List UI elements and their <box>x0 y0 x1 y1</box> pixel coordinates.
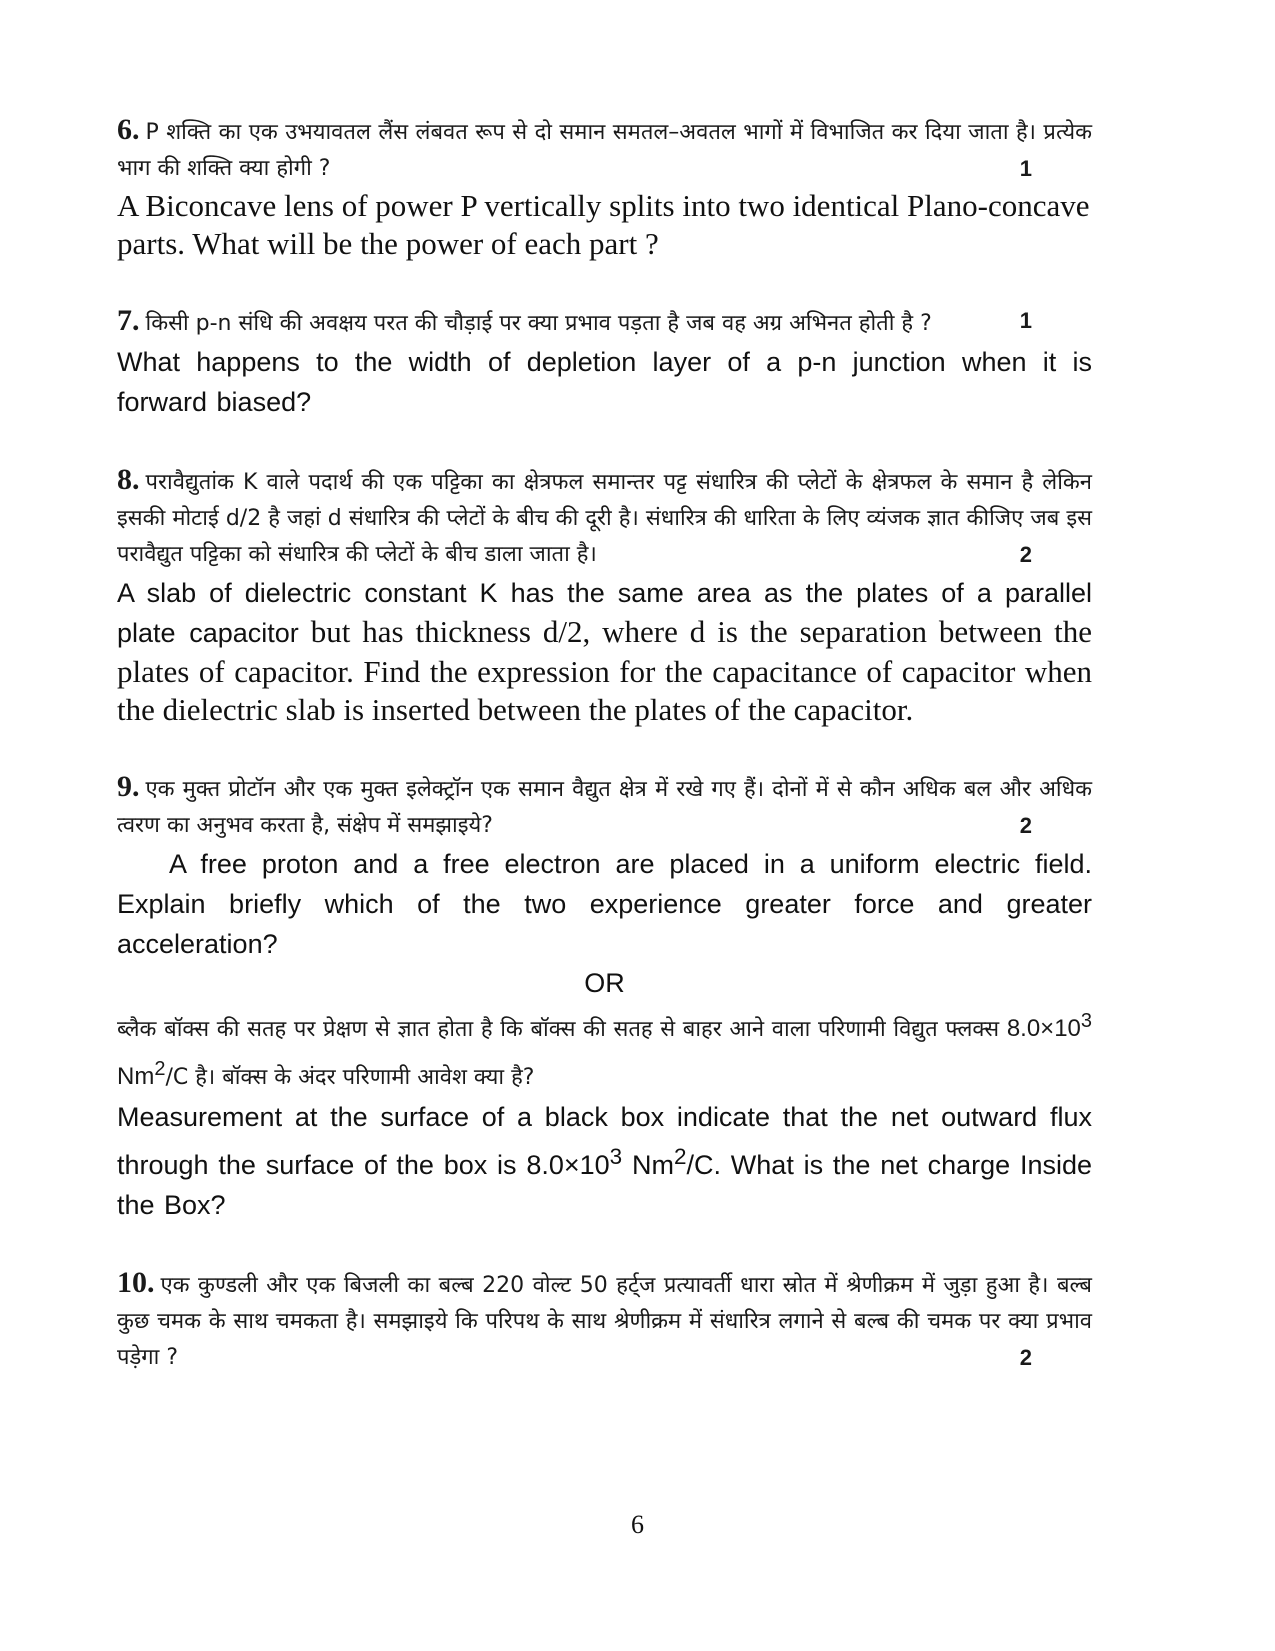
question-10 <box>117 1265 1092 1376</box>
question-hindi-text: परावैद्युतांक K वाले पदार्थ की एक पट्टिका का क्षेत्रफल समान्तर पट्ट संधारित्र की प्लेटों के क्षेत्रफल के समान है लेकिन इसकी मोटाई d/2 है जहां d संधारित्र की प्लेटों के बीच की दूरी है। संधारित्र की धारिता के लिए व्यंजक ज्ञात कीजिए जब इस परावैद्युत पट्टिका को संधारित्र की प्लेटों के बीच डाला जाता है। <box>117 470 1092 567</box>
question-6-english: A Biconcave lens of power P vertically splits into two identical Plano-concave parts. What will be the power of each part ? <box>117 188 1090 261</box>
question-9-english: A free proton and a free electron are placed in a uniform electric field. Explain briefly which of the two experience greater force and greater acceleration? <box>117 849 1092 959</box>
question-page <box>117 112 1092 1404</box>
question-6 <box>117 112 1092 263</box>
question-7 <box>117 303 1092 422</box>
marks-label: 1 <box>1019 308 1032 333</box>
question-hindi-text: किसी p-n संधि की अवक्षय परत की चौड़ाई पर क्या प्रभाव पड़ता है जब वह अग्र अभिनत होती है ? <box>145 311 932 336</box>
or-separator: OR <box>584 968 625 998</box>
alt-english-unit-exponent: 2 <box>673 1144 687 1169</box>
marks-label: 1 <box>1019 156 1032 181</box>
alt-hindi-text-a: ब्लैक बॉक्स की सतह पर प्रेक्षण से ज्ञात होता है कि बॉक्स की सतह से बाहर आने वाला परिणामी विद्युत फ्लक्स <box>117 1017 1000 1042</box>
question-10-hindi <box>117 1265 1092 1376</box>
question-8 <box>117 462 1092 729</box>
alt-english-text-b: /C. What is the net charge Inside the Box? <box>117 1150 1092 1220</box>
page-number: 6 <box>631 1510 644 1539</box>
marks-label: 2 <box>1019 1345 1032 1370</box>
flux-exponent: 3 <box>1080 1010 1093 1032</box>
question-9-hindi <box>117 769 1092 844</box>
question-8-english-part1: A slab of dielectric constant K has the same area as the plates of a parallel plate capacitor <box>117 578 1092 648</box>
question-hindi-text: एक मुक्त प्रोटॉन और एक मुक्त इलेक्ट्रॉन एक समान वैद्युत क्षेत्र में रखे गए हैं। दोनों में से कौन अधिक बल और अधिक त्वरण का अनुभव करता है, संक्षेप में समझाइये? <box>117 777 1092 838</box>
question-number: 10. <box>117 1266 155 1299</box>
question-6-hindi <box>117 112 1092 187</box>
marks-label: 2 <box>1019 542 1032 567</box>
alt-hindi-text-b: /C है। बॉक्स के अंदर परिणामी आवेश क्या है? <box>165 1065 535 1090</box>
alt-english-exponent: 3 <box>609 1144 623 1169</box>
question-9 <box>117 769 1092 1225</box>
question-number: 7. <box>117 304 140 337</box>
flux-mantissa: 8.0×10 <box>1006 1015 1081 1042</box>
marks-label: 2 <box>1019 813 1032 838</box>
question-number: 9. <box>117 770 140 803</box>
question-9-alt-hindi <box>117 1001 1092 1097</box>
question-number: 6. <box>117 113 140 146</box>
question-hindi-text: P शक्ति का एक उभयावतल लैंस लंबवत रूप से दो समान समतल–अवतल भागों में विभाजित कर दिया जाता है। प्रत्येक भाग की शक्ति क्या होगी ? <box>117 120 1092 181</box>
question-7-english: What happens to the width of depletion layer of a p-n junction when it is forward biased? <box>117 347 1092 417</box>
question-number: 8. <box>117 463 140 496</box>
question-8-english-part2: but has thickness d/2, where d is the separation between the plates of capacitor. Find the expression for the capacitance of capacitor when the dielectric slab is inserted between the plates of the capacitor. <box>117 614 1093 727</box>
question-8-english <box>117 573 1092 729</box>
question-hindi-text: एक कुण्डली और एक बिजली का बल्ब 220 वोल्ट 50 हर्ट्ज प्रत्यावर्ती धारा स्रोत में श्रेणीक्रम में जुड़ा हुआ है। बल्ब कुछ चमक के साथ चमकता है। समझाइये कि परिपथ के साथ श्रेणीक्रम में संधारित्र लगाने से बल्ब की चमक पर क्या प्रभाव पड़ेगा ? <box>117 1273 1092 1370</box>
alt-english-unit: Nm <box>622 1150 674 1180</box>
alt-english-text-a: Measurement at the surface of a black box indicate that the net outward flux through the surface of the box is 8.0×10 <box>117 1102 1092 1180</box>
question-7-hindi <box>117 303 1092 342</box>
flux-unit: Nm <box>117 1063 155 1090</box>
flux-unit-exponent: 2 <box>154 1058 166 1080</box>
question-8-hindi <box>117 462 1092 573</box>
question-9-alt-english <box>117 1097 1092 1225</box>
